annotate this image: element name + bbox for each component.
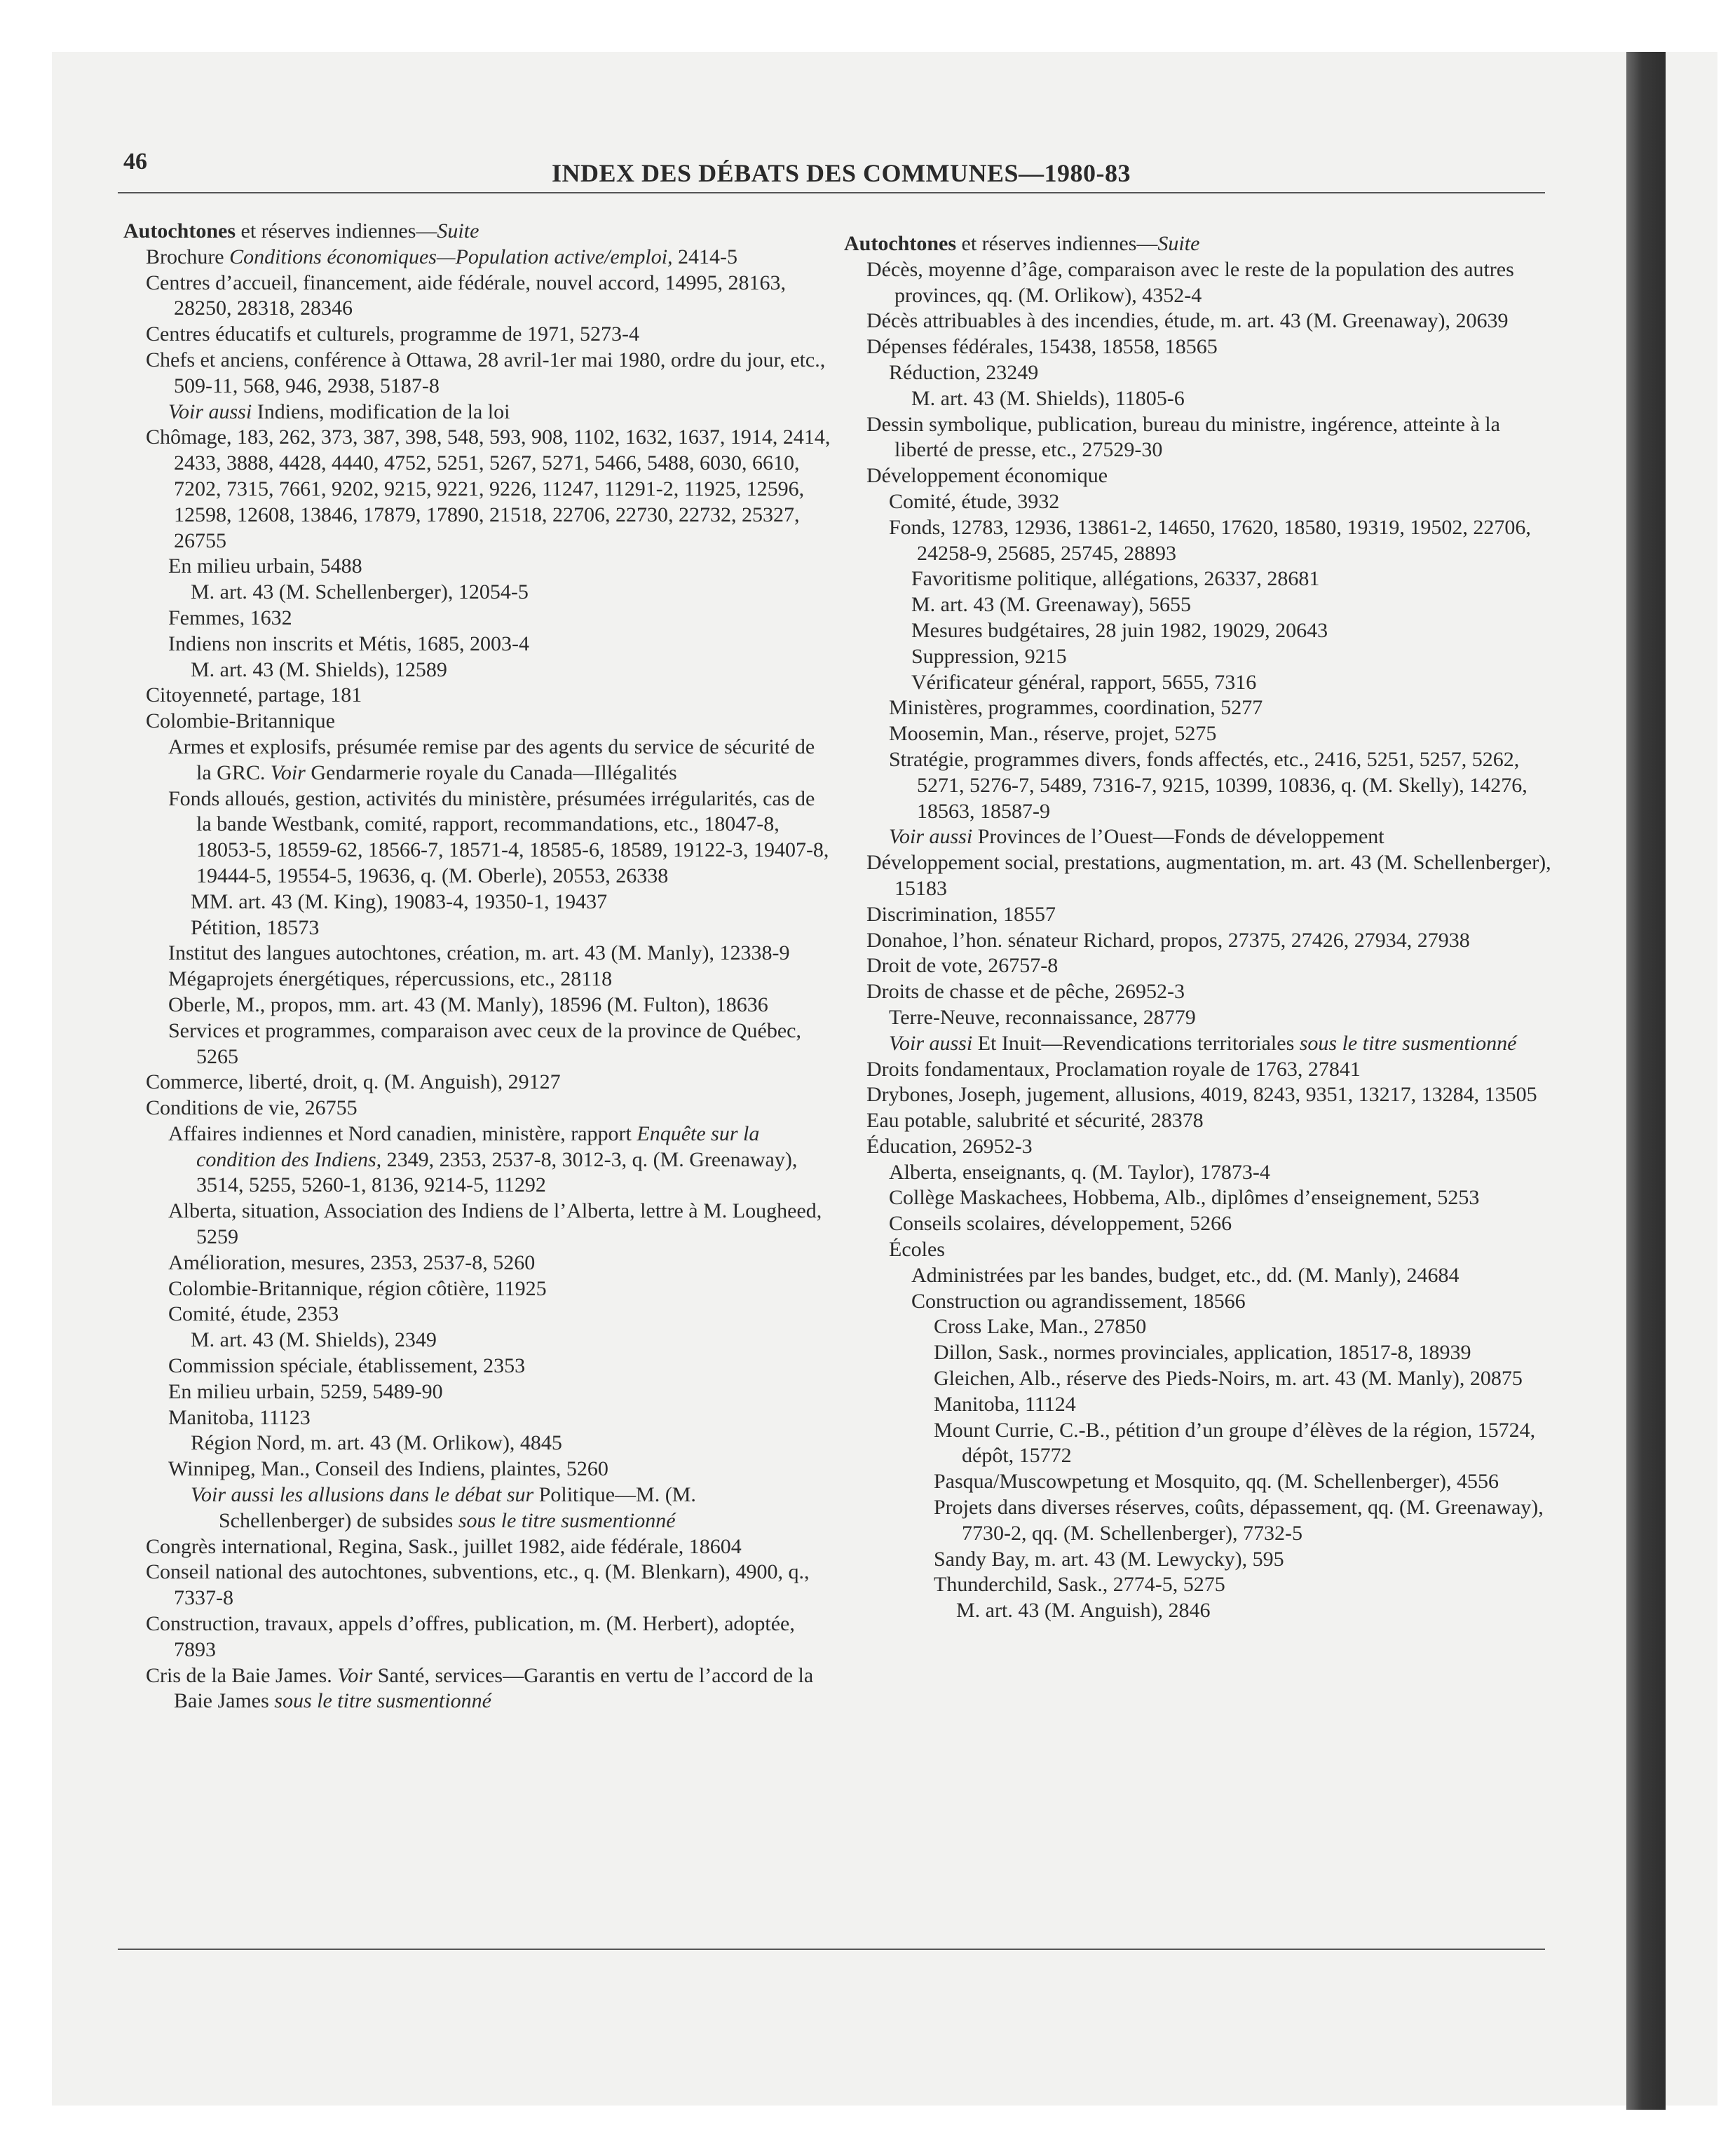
- index-entry: [123, 1096, 831, 1121]
- entry-text: 2349, 2353, 2537-8, 3012-3, q. (M. Greenaway), 3514, 5255, 5260-1, 8136, 9214-5, 11292: [196, 1147, 798, 1197]
- index-entry: [844, 308, 1552, 334]
- index-entry: [844, 1057, 1552, 1083]
- index-entry: [844, 1134, 1552, 1160]
- index-entry: [123, 709, 831, 735]
- entry-text: Droit de vote, 26757-8: [866, 954, 1059, 978]
- entry-text: Moosemin, Man., réserve, projet, 5275: [889, 722, 1217, 746]
- entry-text: Dessin symbolique, publication, bureau du ministre, ingérence, atteinte à la liberté de presse, etc., 27529-30: [866, 412, 1500, 462]
- entry-text: Cris de la Baie James.: [146, 1663, 338, 1687]
- entry-text: Région Nord, m. art. 43 (M. Orlikow), 4845: [191, 1431, 562, 1455]
- entry-text: M. art. 43 (M. Shields), 12589: [191, 657, 447, 681]
- entry-text: Décès, moyenne d’âge, comparaison avec le reste de la population des autres provinces, qq. (M. Orlikow), 4352-4: [866, 257, 1514, 307]
- entry-text: Chômage, 183, 262, 373, 387, 398, 548, 593, 908, 1102, 1632, 1637, 1914, 2414, 2433, 3888, 4428, 4440, 4752, 5251, 5267, 5271, 5466, 5488, 6030, 6610, 7202, 7315, 7661, 9202, 9215, 9221, 9226, 11247, 11291-2, 11925, 12596, 12598, 12608, 13846, 17879, 17890, 21518, 22706, 22730, 22732, 25327, 26755: [146, 425, 831, 552]
- heading-term: Autochtones: [123, 219, 236, 243]
- index-entry: [123, 1482, 831, 1534]
- entry-italic-text: sous le titre susmentionné: [458, 1508, 676, 1532]
- entry-text: Indiens, modification de la loi: [252, 400, 510, 423]
- index-entry: [844, 360, 1552, 386]
- entry-text: Amélioration, mesures, 2353, 2537-8, 5260: [168, 1250, 536, 1274]
- index-entry: [844, 1469, 1552, 1495]
- index-entry: [123, 1070, 831, 1096]
- index-entry: [123, 1431, 831, 1456]
- entry-text: Gleichen, Alb., réserve des Pieds-Noirs, m. art. 43 (M. Manly), 20875: [934, 1367, 1523, 1391]
- index-entry: [844, 644, 1552, 670]
- entry-italic-text: Voir aussi: [168, 400, 252, 423]
- column-heading: [123, 219, 831, 245]
- index-entry: [123, 1276, 831, 1302]
- index-entry: [844, 850, 1552, 902]
- index-entries: [844, 257, 1552, 1624]
- index-entries: [123, 245, 831, 1714]
- entry-text: Thunderchild, Sask., 2774-5, 5275: [934, 1573, 1225, 1597]
- index-entry: [844, 1289, 1552, 1315]
- entry-text: Armes et explosifs, présumée remise par des agents du service de sécurité de la GRC.: [168, 735, 815, 784]
- heading-rest: et réserves indiennes—: [956, 232, 1158, 255]
- index-entry: [844, 1314, 1552, 1340]
- entry-text: Indiens non inscrits et Métis, 1685, 2003-4: [168, 632, 529, 655]
- entry-text: Fonds, 12783, 12936, 13861-2, 14650, 17620, 18580, 19319, 19502, 22706, 24258-9, 25685, 25745, 28893: [889, 515, 1531, 565]
- entry-text: Ministères, programmes, coordination, 5277: [889, 696, 1263, 720]
- entry-text: Pétition, 18573: [191, 915, 320, 939]
- index-entry: [123, 1456, 831, 1482]
- entry-text: Santé, services—Garantis en vertu de l’accord de la Baie James: [174, 1663, 814, 1713]
- index-entry: [844, 1418, 1552, 1470]
- index-entry: [844, 1263, 1552, 1289]
- entry-text: Drybones, Joseph, jugement, allusions, 4019, 8243, 9351, 13217, 13284, 13505: [866, 1083, 1537, 1107]
- index-entry: [844, 1237, 1552, 1263]
- entry-text: Discrimination, 18557: [866, 902, 1056, 926]
- entry-text: Collège Maskachees, Hobbema, Alb., diplômes d’enseignement, 5253: [889, 1186, 1480, 1210]
- index-entry: [123, 1353, 831, 1379]
- entry-text: Stratégie, programmes divers, fonds affectés, etc., 2416, 5251, 5257, 5262, 5271, 5276-7, 5489, 7316-7, 9215, 10399, 10836, q. (M. Skelly), 14276, 18563, 18587-9: [889, 747, 1528, 823]
- entry-text: 2414-5: [672, 245, 738, 268]
- entry-text: Droits de chasse et de pêche, 26952-3: [866, 980, 1185, 1004]
- header-rule: [118, 192, 1545, 193]
- entry-text: Vérificateur général, rapport, 5655, 7316: [911, 670, 1257, 694]
- book-spine-shadow: [1626, 52, 1666, 2110]
- entry-text: MM. art. 43 (M. King), 19083-4, 19350-1, 19437: [191, 889, 608, 913]
- entry-text: Projets dans diverses réserves, coûts, dépassement, qq. (M. Greenaway), 7730-2, qq. (M. Schellenberger), 7732-5: [934, 1496, 1544, 1545]
- entry-text: Pasqua/Muscowpetung et Mosquito, qq. (M. Schellenberger), 4556: [934, 1470, 1499, 1494]
- heading-suite: Suite: [1157, 232, 1200, 255]
- entry-text: Citoyenneté, partage, 181: [146, 683, 362, 707]
- index-entry: [844, 1211, 1552, 1237]
- entry-text: Commission spéciale, établissement, 2353: [168, 1354, 526, 1378]
- index-entry: [844, 257, 1552, 309]
- entry-text: Construction ou agrandissement, 18566: [911, 1289, 1246, 1313]
- index-entry: [123, 683, 831, 709]
- entry-text: Colombie-Britannique: [146, 709, 335, 733]
- index-entry: [123, 657, 831, 683]
- index-entry: [123, 1018, 831, 1070]
- index-entry: [123, 1611, 831, 1663]
- entry-text: Dépenses fédérales, 15438, 18558, 18565: [866, 335, 1218, 359]
- index-entry: [123, 400, 831, 425]
- entry-text: Sandy Bay, m. art. 43 (M. Lewycky), 595: [934, 1547, 1284, 1571]
- index-entry: [844, 1547, 1552, 1573]
- index-entry: [123, 1250, 831, 1276]
- entry-text: Et Inuit—Revendications territoriales: [972, 1031, 1300, 1055]
- entry-text: Comité, étude, 3932: [889, 489, 1060, 513]
- heading-term: Autochtones: [844, 232, 957, 255]
- index-entry: [844, 979, 1552, 1005]
- index-entry: [844, 1160, 1552, 1186]
- column-heading: [844, 231, 1552, 257]
- entry-text: Mégaprojets énergétiques, répercussions, etc., 28118: [168, 967, 613, 991]
- entry-text: M. art. 43 (M. Greenaway), 5655: [911, 593, 1192, 617]
- entry-text: Mount Currie, C.-B., pétition d’un groupe d’élèves de la région, 15724, dépôt, 15772: [934, 1418, 1536, 1468]
- index-entry: [844, 747, 1552, 824]
- index-entry: [123, 245, 831, 271]
- entry-text: Conseils scolaires, développement, 5266: [889, 1212, 1232, 1236]
- entry-italic-text: Conditions économiques—Population active/emploi,: [229, 245, 673, 268]
- index-entry: [844, 928, 1552, 954]
- entry-text: M. art. 43 (M. Shields), 11805-6: [911, 386, 1185, 410]
- index-entry: [844, 463, 1552, 489]
- index-entry: [123, 271, 831, 322]
- index-entry: [123, 632, 831, 657]
- entry-text: Winnipeg, Man., Conseil des Indiens, plaintes, 5260: [168, 1457, 608, 1481]
- entry-text: Femmes, 1632: [168, 606, 292, 629]
- index-entry: [844, 515, 1552, 567]
- entry-text: Chefs et anciens, conférence à Ottawa, 28 avril-1er mai 1980, ordre du jour, etc., 509-11, 568, 946, 2938, 5187-8: [146, 348, 826, 397]
- entry-text: Services et programmes, comparaison avec ceux de la province de Québec, 5265: [168, 1018, 801, 1068]
- entry-text: Dillon, Sask., normes provinciales, application, 18517-8, 18939: [934, 1341, 1471, 1365]
- index-entry: [123, 580, 831, 606]
- index-entry: [123, 1663, 831, 1715]
- index-entry: [123, 1302, 831, 1328]
- entry-text: Suppression, 9215: [911, 644, 1067, 668]
- entry-italic-text: Voir: [270, 760, 306, 784]
- index-entry: [844, 670, 1552, 696]
- entry-text: Centres éducatifs et culturels, programme de 1971, 5273-4: [146, 322, 639, 346]
- index-entry: [844, 695, 1552, 721]
- entry-text: M. art. 43 (M. Anguish), 2846: [956, 1599, 1211, 1623]
- entry-text: Construction, travaux, appels d’offres, publication, m. (M. Herbert), adoptée, 7893: [146, 1612, 795, 1661]
- index-entry: [844, 1005, 1552, 1031]
- heading-suite: Suite: [437, 219, 479, 243]
- entry-text: Alberta, situation, Association des Indiens de l’Alberta, lettre à M. Lougheed, 5259: [168, 1199, 822, 1249]
- index-entry: [844, 1108, 1552, 1134]
- entry-italic-text: sous le titre susmentionné: [274, 1689, 491, 1713]
- index-entry: [123, 967, 831, 992]
- index-entry: [123, 992, 831, 1018]
- entry-text: Administrées par les bandes, budget, etc., dd. (M. Manly), 24684: [911, 1263, 1460, 1287]
- entry-text: Colombie-Britannique, région côtière, 11925: [168, 1276, 547, 1300]
- entry-text: Décès attribuables à des incendies, étude, m. art. 43 (M. Greenaway), 20639: [866, 309, 1509, 333]
- entry-text: Terre-Neuve, reconnaissance, 28779: [889, 1005, 1196, 1029]
- index-entry: [844, 1598, 1552, 1624]
- index-entry: [123, 425, 831, 554]
- entry-text: Manitoba, 11124: [934, 1392, 1076, 1416]
- index-entry: [844, 334, 1552, 360]
- entry-italic-text: sous le titre susmentionné: [1299, 1031, 1517, 1055]
- index-entry: [844, 386, 1552, 412]
- entry-text: M. art. 43 (M. Schellenberger), 12054-5: [191, 580, 529, 604]
- entry-text: Conditions de vie, 26755: [146, 1096, 358, 1120]
- left-column: [123, 219, 831, 1714]
- index-entry: [844, 489, 1552, 515]
- index-entry: [123, 348, 831, 400]
- entry-italic-text: Voir: [337, 1663, 373, 1687]
- entry-text: Droits fondamentaux, Proclamation royale de 1763, 27841: [866, 1057, 1361, 1081]
- entry-text: Commerce, liberté, droit, q. (M. Anguish), 29127: [146, 1070, 561, 1094]
- index-entry: [844, 412, 1552, 464]
- page-number: 46: [123, 149, 147, 175]
- index-entry: [844, 953, 1552, 979]
- entry-text: Eau potable, salubrité et sécurité, 28378: [866, 1109, 1204, 1133]
- entry-italic-text: Enquête sur la condition des Indiens,: [196, 1121, 760, 1171]
- index-entry: [123, 786, 831, 889]
- index-entry: [844, 618, 1552, 644]
- entry-text: Gendarmerie royale du Canada—Illégalités: [305, 760, 677, 784]
- index-entry: [123, 322, 831, 348]
- index-entry: [123, 1560, 831, 1611]
- index-entry: [844, 1082, 1552, 1108]
- index-entry: [844, 1031, 1552, 1057]
- entry-italic-text: Voir aussi: [889, 825, 973, 849]
- index-entry: [123, 1199, 831, 1250]
- index-entry: [123, 1405, 831, 1431]
- entry-text: M. art. 43 (M. Shields), 2349: [191, 1328, 437, 1352]
- entry-text: Institut des langues autochtones, création, m. art. 43 (M. Manly), 12338-9: [168, 941, 790, 965]
- index-entry: [123, 941, 831, 967]
- index-entry: [123, 735, 831, 786]
- entry-text: Alberta, enseignants, q. (M. Taylor), 17873-4: [889, 1160, 1270, 1184]
- entry-text: Politique—M. (M. Schellenberger) de subsides: [219, 1483, 696, 1532]
- entry-text: Congrès international, Regina, Sask., juillet 1982, aide fédérale, 18604: [146, 1534, 742, 1558]
- right-column: [844, 231, 1552, 1624]
- index-entry: [123, 554, 831, 580]
- entry-text: Conseil national des autochtones, subventions, etc., q. (M. Blenkarn), 4900, q., 7337-8: [146, 1560, 810, 1610]
- index-entry: [844, 902, 1552, 928]
- index-entry: [844, 1185, 1552, 1211]
- index-entry: [844, 1366, 1552, 1392]
- entry-text: Centres d’accueil, financement, aide fédérale, nouvel accord, 14995, 28163, 28250, 28318, 28346: [146, 271, 786, 320]
- entry-text: Réduction, 23249: [889, 360, 1039, 384]
- index-entry: [123, 1379, 831, 1405]
- index-entry: [844, 566, 1552, 592]
- entry-text: Mesures budgétaires, 28 juin 1982, 19029, 20643: [911, 618, 1328, 642]
- entry-italic-text: Voir aussi les allusions dans le débat sur: [191, 1483, 534, 1507]
- page-title: INDEX DES DÉBATS DES COMMUNES—1980-83: [552, 159, 1131, 187]
- entry-text: Affaires indiennes et Nord canadien, ministère, rapport: [168, 1121, 637, 1145]
- entry-text: Développement économique: [866, 464, 1108, 488]
- index-entry: [123, 915, 831, 941]
- entry-text: Donahoe, l’hon. sénateur Richard, propos, 27375, 27426, 27934, 27938: [866, 928, 1470, 952]
- index-entry: [844, 1572, 1552, 1598]
- entry-text: Comité, étude, 2353: [168, 1302, 339, 1326]
- index-entry: [123, 1328, 831, 1353]
- index-entry: [123, 889, 831, 915]
- entry-text: Développement social, prestations, augmentation, m. art. 43 (M. Schellenberger), 15183: [866, 851, 1551, 900]
- index-entry: [844, 824, 1552, 850]
- entry-text: En milieu urbain, 5488: [168, 554, 362, 578]
- index-entry: [123, 1534, 831, 1560]
- heading-rest: et réserves indiennes—: [236, 219, 437, 243]
- entry-text: Favoritisme politique, allégations, 26337, 28681: [911, 567, 1320, 591]
- index-entry: [844, 1392, 1552, 1418]
- entry-text: Oberle, M., propos, mm. art. 43 (M. Manly), 18596 (M. Fulton), 18636: [168, 992, 768, 1016]
- index-entry: [123, 1121, 831, 1199]
- index-entry: [123, 606, 831, 632]
- index-entry: [844, 721, 1552, 747]
- entry-text: En milieu urbain, 5259, 5489-90: [168, 1379, 443, 1403]
- entry-text: Écoles: [889, 1238, 945, 1262]
- entry-text: Éducation, 26952-3: [866, 1134, 1033, 1158]
- entry-text: Fonds alloués, gestion, activités du ministère, présumées irrégularités, cas de la bande Westbank, comité, rapport, recommandations, etc., 18047-8, 18053-5, 18559-62, 18566-7, 18571-4, 18585-6, 18589, 19122-3, 19407-8, 19444-5, 19554-5, 19636, q. (M. Oberle), 20553, 26338: [168, 786, 829, 887]
- footer-rule: [118, 1949, 1545, 1950]
- entry-text: Cross Lake, Man., 27850: [934, 1315, 1147, 1339]
- entry-text: Provinces de l’Ouest—Fonds de développement: [972, 825, 1384, 849]
- entry-italic-text: Voir aussi: [889, 1031, 973, 1055]
- entry-text: Brochure: [146, 245, 230, 268]
- index-entry: [844, 592, 1552, 618]
- entry-text: Manitoba, 11123: [168, 1405, 311, 1429]
- index-entry: [844, 1495, 1552, 1547]
- index-entry: [844, 1340, 1552, 1366]
